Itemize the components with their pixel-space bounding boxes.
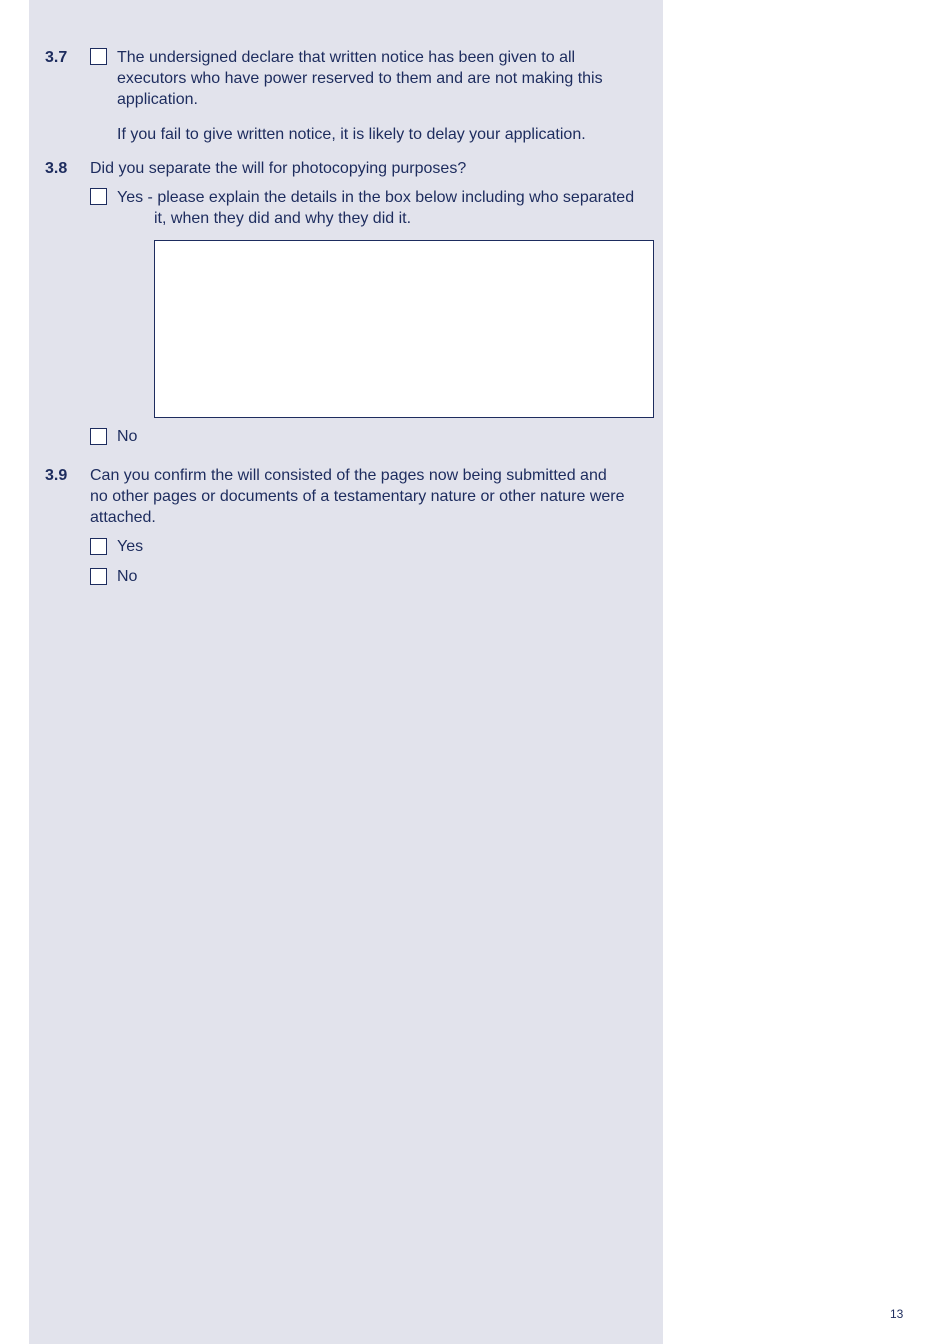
- written-notice-declaration: [117, 47, 603, 110]
- question-3-9-line-1: Can you confirm the will consisted of the pages now being submitted and: [90, 467, 607, 484]
- question-3-9-line-2: no other pages or documents of a testamentary nature or other nature were: [90, 488, 625, 505]
- separation-details-input[interactable]: [154, 240, 654, 418]
- pages-confirmed-no-checkbox[interactable]: [90, 568, 107, 585]
- question-3-9-line-3: attached.: [90, 509, 156, 526]
- question-number-3-8: 3.8: [45, 160, 68, 177]
- pages-confirmed-yes-checkbox[interactable]: [90, 538, 107, 555]
- declaration-line-1: The undersigned declare that written notice has been given to all: [117, 49, 576, 66]
- question-3-9-text: [90, 465, 625, 528]
- pages-confirmed-yes-label: Yes: [117, 538, 144, 555]
- separated-yes-checkbox[interactable]: [90, 188, 107, 205]
- declaration-line-2: executors who have power reserved to them and are not making this: [117, 70, 603, 87]
- separated-yes-label-continued: it, when they did and why they did it.: [154, 210, 412, 227]
- question-number-3-9: 3.9: [45, 467, 68, 484]
- written-notice-warning: If you fail to give written notice, it is likely to delay your application.: [117, 126, 586, 143]
- separated-yes-label: Yes - please explain the details in the box below including who separated: [117, 189, 635, 206]
- separated-no-label: No: [117, 428, 138, 445]
- written-notice-checkbox[interactable]: [90, 48, 107, 65]
- question-3-8-text: Did you separate the will for photocopying purposes?: [90, 160, 467, 177]
- question-number-3-7: 3.7: [45, 49, 68, 66]
- pages-confirmed-no-label: No: [117, 568, 138, 585]
- declaration-line-3: application.: [117, 91, 198, 108]
- page-number: 13: [890, 1307, 904, 1321]
- separated-no-checkbox[interactable]: [90, 428, 107, 445]
